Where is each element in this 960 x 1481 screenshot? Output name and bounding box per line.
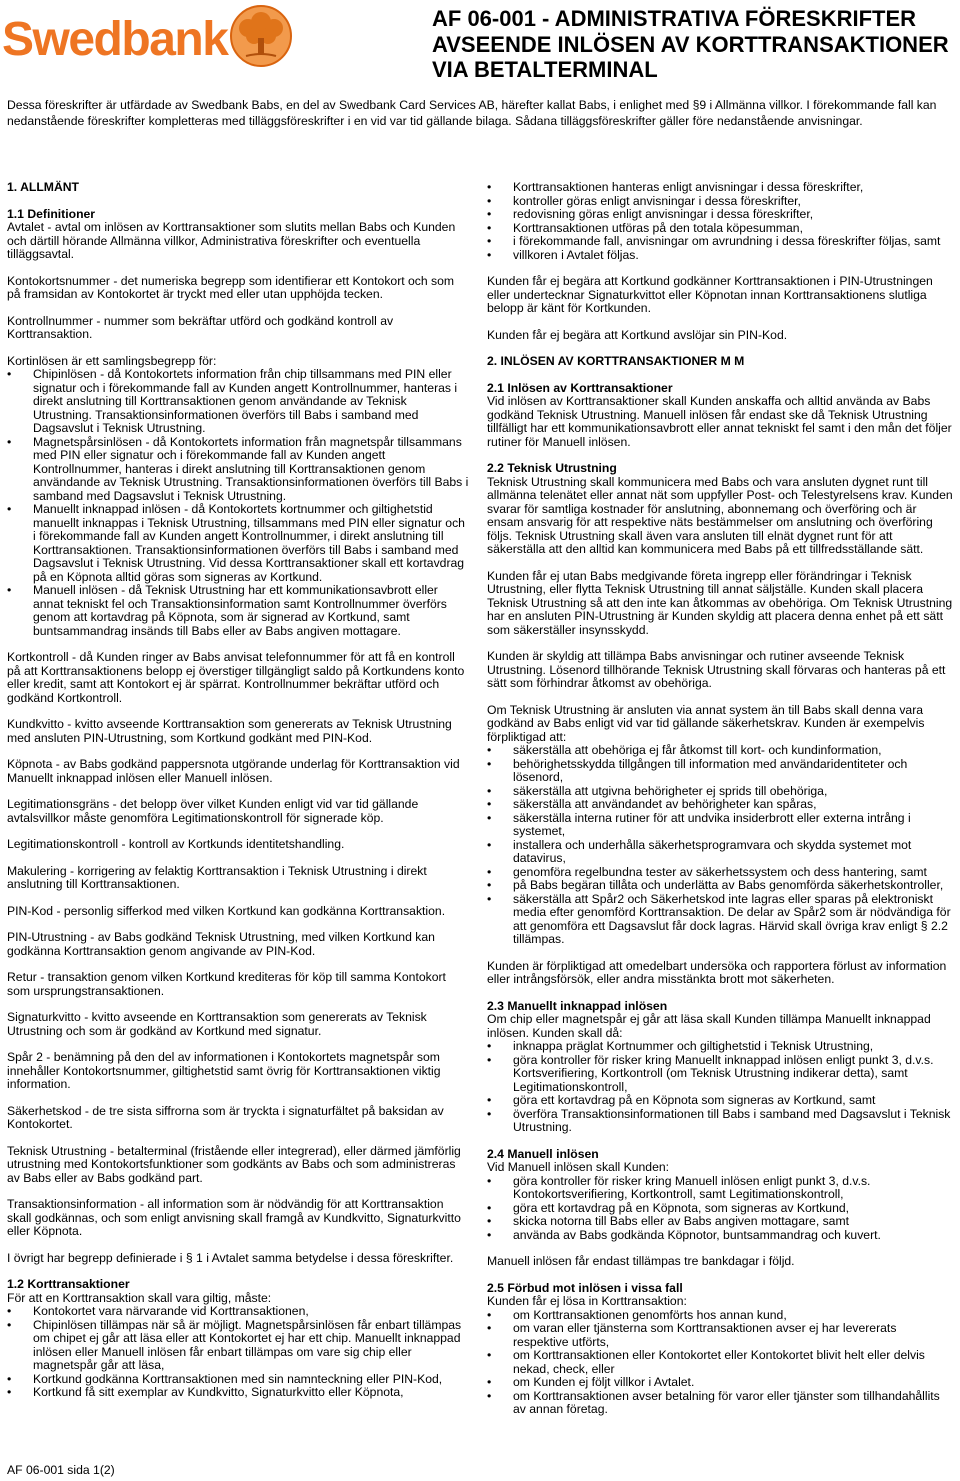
list-item: • göra kontroller för risker kring Manuell inlösen enligt punkt 3, d.v.s. Kontokortsverifiering, Kortkontroll, samt Legitimationskontroll, <box>487 1175 953 1202</box>
document-title <box>432 6 952 83</box>
list-item: • installera och underhålla säkerhetsprogramvara och skydda systemet mot datavirus, <box>487 839 953 866</box>
definition-kopnota: Köpnota - av Babs godkänd pappersnota utgörande underlag för Korttransaktion vid Manuellt inknappad inlösen eller Manuell inlösen. <box>7 757 460 785</box>
definition-transaktionsinformation: Transaktionsinformation - all information som är nödvändig för att Korttransaktion skall godkännas, och som enligt anvisning skall framgå av Kundkvitto, Signaturkvitto eller Köpnota. <box>7 1197 461 1238</box>
section-2-3-heading: 2.3 Manuellt inknappad inlösen <box>487 998 668 1013</box>
section-1-heading: 1. ALLMÄNT <box>7 180 79 194</box>
section-2-5-intro: Kunden får ej lösa in Korttransaktion: <box>487 1294 687 1308</box>
section-1-2-heading: 1.2 Korttransaktioner <box>7 1277 130 1291</box>
intro-paragraph <box>7 98 952 129</box>
title-line-2: AVSEENDE INLÖSEN AV KORTTRANSAKTIONER <box>432 31 949 57</box>
list-item: • inknappa präglat Kortnummer och giltighetstid i Teknisk Utrustning, <box>487 1040 953 1054</box>
definition-pinkod: PIN-Kod - personlig sifferkod med vilken Kortkund kan godkänna Korttransaktion. <box>7 903 446 918</box>
list-item: • säkerställa att utgivna behörigheter ej sprids till obehöriga, <box>487 785 953 799</box>
list-item: • i förekommande fall, anvisningar om avrundning i dessa föreskrifter följas, samt <box>487 235 953 249</box>
list-item: • överföra Transaktionsinformationen till Babs i samband med Dagsavslut i Teknisk Utrustning. <box>487 1108 953 1135</box>
list-item: • på Babs begäran tillåta och underlätta av Babs genomförda säkerhetskontroller, <box>487 879 953 893</box>
section-2-5-heading: 2.5 Förbud mot inlösen i vissa fall <box>487 1280 683 1295</box>
section-2-4-intro: Vid Manuell inlösen skall Kunden: <box>487 1160 670 1174</box>
list-item: • behörighetsskydda tillgången till information med användaridentiteter och lösenord, <box>487 758 953 785</box>
list-item: • Magnetspårsinlösen - då Kontokortets information från magnetspår tillsammans med PIN eller signatur och i förekommande fall av Kunden angett Kontrollnummer, hanteras i direkt anslutning till Korttransaktionen genom användande av Teknisk Utrustning. Transaktionsinformationen överförs till Babs i samband med Dagsavslut i Teknisk Utrustning. <box>7 436 469 504</box>
definition-teknisk-utrustning: Teknisk Utrustning - betalterminal (fristående eller integrerad), eller därmed jämförlig utrustning med Kontokortsfunktioner som godkänts av Babs och som administreras av Babs eller av Babs godkänd part. <box>7 1143 461 1185</box>
korttransaktioner-list <box>7 1305 469 1400</box>
section-1-1-heading: 1.1 Definitioner <box>7 206 96 221</box>
list-item: • om Korttransaktionen genomförts hos annan kund, <box>487 1309 953 1323</box>
section-2-1-text: Vid inlösen av Korttransaktioner skall Kunden anskaffa och alltid använda av Babs godkänd Teknisk Utrustning. Manuell inlösen får endast ske då Teknisk Utrustning tillfälligt har ett kommunikationsavbrott eller annat tekniskt fel samt i den mån det följer rutiner för Manuell inlösen. <box>487 394 952 449</box>
definition-makulering: Makulering - korrigering av felaktig Korttransaktion i Teknisk Utrustning i direkt anslutning till Korttransaktionen. <box>7 863 427 891</box>
list-item: • skicka notorna till Babs eller av Babs angiven mottagare, samt <box>487 1215 953 1229</box>
manual-inlosen-list <box>487 1175 953 1243</box>
requirements-list <box>487 181 953 262</box>
section-2-2-paragraph-2: Kunden får ej utan Babs medgivande företa ingrepp eller förändringar i Teknisk Utrustning, eller flytta Teknisk Utrustning till annat säljställe. Kunden skall placera Teknisk Utrustning så att den inte kan åtkommas av obehöriga. Om Teknisk Utrustning har en ansluten PIN-Utrustning är Kunden skyldig att placera denna enhet på ett sätt som säkerställer insynsskydd. <box>487 568 953 637</box>
list-item: • Kortkund få sitt exemplar av Kundkvitto, Signaturkvitto eller Köpnota, <box>7 1386 469 1400</box>
section-2-4-heading: 2.4 Manuell inlösen <box>487 1146 599 1161</box>
left-column <box>7 181 469 1413</box>
list-item: • om varan eller tjänsterna som Korttransaktionen avser ej har levererats respektive utförts, <box>487 1322 953 1349</box>
list-item: • använda av Babs godkända Köpnotor, buntsammandrag och kuvert. <box>487 1229 953 1243</box>
section-2-2-paragraph-4: Om Teknisk Utrustning är ansluten via annat system än till Babs skall denna vara godkänd av Babs enligt vid var tid gällande säkerhetskrav. Kunden är exempelvis förpliktigad att: <box>487 702 925 744</box>
kortinlosen-list <box>7 368 469 638</box>
title-line-3: VIA BETALTERMINAL <box>432 57 658 82</box>
kortinlosen-intro: Kortinlösen är ett samlingsbegrepp för: <box>7 353 217 368</box>
definition-avtalet: Avtalet - avtal om inlösen av Korttransaktioner som slutits mellan Babs och Kunden och därtill hörande Allmänna villkor, Administrativa föreskrifter och eventuella tilläggsavtal. <box>7 220 456 261</box>
section-2-4-paragraph: Manuell inlösen får endast tillämpas tre bankdagar i följd. <box>487 1254 795 1268</box>
definition-spar2: Spår 2 - benämning på den del av informationen i Kontokortets magnetspår som innehåller Kontokortsnummer, giltighetstid samt övrig för Korttransaktionen viktig information. <box>7 1050 441 1091</box>
definition-retur: Retur - transaktion genom vilken Kortkund krediteras för köp till samma Kontokort som ursprungstransaktionen. <box>7 970 446 998</box>
security-requirements-list <box>487 744 953 947</box>
definition-kundkvitto: Kundkvitto - kvitto avseende Korttransaktion som genererats av Teknisk Utrustning med ansluten PIN-Utrustning, som Kortkund godkänt med PIN-Kod. <box>7 717 452 745</box>
section-2-heading: 2. INLÖSEN AV KORTTRANSAKTIONER M M <box>487 354 745 368</box>
definition-kontokortsnummer: Kontokortsnummer - det numeriska begrepp som identifierar ett Kontokort och som på framsidan av Kontokortet är tryckt med eller utan upphöjda tecken. <box>7 273 455 301</box>
definition-sakerhetskod: Säkerhetskod - de tre sista siffrorna som är tryckta i signaturfältet på baksidan av Kontokortet. <box>7 1103 444 1131</box>
list-item: • Korttransaktionen hanteras enligt anvisningar i dessa föreskrifter, <box>487 181 953 195</box>
list-item: • göra ett kortavdrag på en Köpnota som signeras av Kortkund, samt <box>487 1094 953 1108</box>
page-footer: AF 06-001 sida 1(2) <box>7 1463 115 1477</box>
definition-legitimationskontroll: Legitimationskontroll - kontroll av Kortkunds identitetshandling. <box>7 837 345 851</box>
list-item: • Manuellt inknappad inlösen - då Kontokortets kortnummer och giltighetstid manuellt inknappas i Teknisk Utrustning, tillsammans med PIN eller signatur och i förekommande fall av Kunden angett Kontrollnummer, i direkt anslutning till Korttransaktionen. Transaktionsinformationen överförs till Babs i samband med Dagsavslut i Teknisk Utrustning. Vid dessa Korttransaktioner skall ett kortavdrag på en Köpnota alltid göras som signeras av Kortkund. <box>7 503 469 584</box>
definition-ovrigt: I övrigt har begrepp definierade i § 1 i Avtalet samma betydelse i dessa föreskrifter. <box>7 1250 454 1265</box>
list-item: • kontroller göras enligt anvisningar i dessa föreskrifter, <box>487 195 953 209</box>
list-item: • villkoren i Avtalet följas. <box>487 249 953 263</box>
list-item: • genomföra regelbundna tester av säkerhetssystem och dess hantering, samt <box>487 866 953 880</box>
logo-wordmark: Swedbank <box>2 13 228 66</box>
section-2-2-heading: 2.2 Teknisk Utrustning <box>487 461 617 475</box>
swedbank-logo <box>2 8 228 66</box>
list-item: • om Kunden ej följt villkor i Avtalet. <box>487 1376 953 1390</box>
list-item: • göra ett kortavdrag på en Köpnota, som signeras av Kortkund, <box>487 1202 953 1216</box>
list-item: • säkerställa interna rutiner för att undvika insiderbrott eller externa intrång i systemet, <box>487 812 953 839</box>
definition-kontrollnummer: Kontrollnummer - nummer som bekräftar utförd och godkänd kontroll av Korttransaktion. <box>7 313 394 341</box>
paragraph-pin-utrustning: Kunden får ej begära att Kortkund godkänner Korttransaktionen i PIN-Utrustningen eller undertecknar Signaturkvittot eller Köpnotan innan Korttransaktionens slutliga belopp är känt för Kortkunden. <box>487 274 933 315</box>
title-line-1: AF 06-001 - ADMINISTRATIVA FÖRESKRIFTER <box>432 6 917 31</box>
list-item: • göra kontroller för risker kring Manuellt inknappad inlösen enligt punkt 3, d.v.s. Kortsverifiering, Kortkontroll (om Teknisk Utrustning indikerar detta), samt Legitimationskontroll, <box>487 1054 953 1095</box>
list-item: • Manuell inlösen - då Teknisk Utrustning har ett kommunikationsavbrott eller annat tekniskt fel och Transaktionsinformation samt Kontrollnummer överförs genom att kortavdrag på Köpnota, som är signerad av Kortkund, samt buntsammandrag insänds till Babs eller av Babs angiven mottagare. <box>7 584 469 638</box>
list-item: • säkerställa att Spår2 och Säkerhetskod inte lagras eller sparas på elektroniskt media efter genomförd Korttransaktion. De delar av Spår2 som är nödvändiga för att genomföra ett Dagsavslut får dock lagras. Härvid skall övriga krav enligt § 2.2 tillämpas. <box>487 893 953 947</box>
oak-tree-icon <box>226 4 296 68</box>
definition-kortkontroll: Kortkontroll - då Kunden ringer av Babs anvisat telefonnummer för att få en kontroll på att Korttransaktionens belopp ej överstiger tillgängligt saldo på Kortkundens konto eller kredit, samt att Kontokort ej är spärrat. Kontrollnummer bekräftar utförd och godkänd Kortkontroll. <box>7 650 465 705</box>
list-item: • om Korttransaktionen eller Kontokortet eller Kontokortet blivit helt eller delvis nekad, check, eller <box>487 1349 953 1376</box>
right-column <box>487 181 953 1430</box>
prohibition-list <box>487 1309 953 1417</box>
list-item: • Chipinlösen tillämpas när så är möjligt. Magnetspårsinlösen får enbart tillämpas om chipet ej går att läsa eller att Kontokortet ej har ett chip. Manuellt inknappad inlösen eller Manuell inlösen får enbart tillämpas om vare sig chip eller magnetspår går att läsa, <box>7 1319 469 1373</box>
list-item: • Kontokortet vara närvarande vid Korttransaktionen, <box>7 1305 469 1319</box>
section-2-2-paragraph-3: Kunden är skyldig att tillämpa Babs anvisningar och rutiner avseende Teknisk Utrustning. Lösenord tillhörande Teknisk Utrustning skall förvaras och hanteras på ett sätt som förhindrar åtkomst av obehöriga. <box>487 649 946 690</box>
paragraph-pinkod: Kunden får ej begära att Kortkund avslöjar sin PIN-Kod. <box>487 327 788 342</box>
section-1-2-intro: För att en Korttransaktion skall vara giltig, måste: <box>7 1290 272 1305</box>
list-item: • Korttransaktionen utföras på den totala köpesumman, <box>487 222 953 236</box>
list-item: • Kortkund godkänna Korttransaktionen med sin namnteckning eller PIN-Kod, <box>7 1373 469 1387</box>
list-item: • Chipinlösen - då Kontokortets information från chip tillsammans med PIN eller signatur och i förekommande fall av Kunden angett Kontrollnummer, hanteras i direkt anslutning till Korttransaktionen genom användande av Teknisk Utrustning. Transaktionsinformationen överförs till Babs i samband med Dagsavslut i Teknisk Utrustning. <box>7 368 469 436</box>
definition-signaturkvitto: Signaturkvitto - kvitto avseende en Korttransaktion som genererats av Teknisk Utrustning och som är godkänd av Kortkund med signatur. <box>7 1010 427 1038</box>
section-2-1-heading: 2.1 Inlösen av Korttransaktioner <box>487 380 673 395</box>
section-2-2-text: Teknisk Utrustning skall kommunicera med Babs och vara ansluten dygnet runt till allmänna telenätet eller annat nät som uppfyller Post- och Telestyrelsens krav. Kunden svarar för samtliga kostnader för anslutning, abonnemang och överföring och är ensam ansvarig för att respektive näts bestämmelser om anslutning och överföring följs. Teknisk Utrustning skall även vara ansluten till elnät dygnet runt för att säkerställa att den alltid kan kommunicera med Babs på ett tillfredsställande sätt. <box>487 474 953 556</box>
list-item: • säkerställa att användandet av behörigheter kan spåras, <box>487 798 953 812</box>
intro-text: Dessa föreskrifter är utfärdade av Swedbank Babs, en del av Swedbank Card Services AB, härefter kallat Babs, i enlighet med §9 i Allmänna villkor. I förekommande fall kan nedanstående föreskrifter kompletteras med tilläggsföreskrifter i en vid var tid gällande bilaga. Sådana tilläggsföreskrifter gäller före nedanstående anvisningar. <box>7 98 937 128</box>
list-item: • om Korttransaktionen avser betalning för varor eller tjänster som tillhandahållits av annan företag. <box>487 1390 953 1417</box>
list-item: • redovisning göras enligt anvisningar i dessa föreskrifter, <box>487 208 953 222</box>
definition-pinutrustning: PIN-Utrustning - av Babs godkänd Teknisk Utrustning, med vilken Kortkund kan godkänna Korttransaktion genom angivande av PIN-Kod. <box>7 930 435 958</box>
section-2-2-paragraph-5: Kunden är förpliktigad att omedelbart undersöka och rapportera förlust av information eller intrångsförsök, eller andra misstänkta brott mot säkerheten. <box>487 958 947 986</box>
manual-keyed-list <box>487 1040 953 1135</box>
list-item: • säkerställa att obehöriga ej får åtkomst till kort- och kundinformation, <box>487 744 953 758</box>
section-2-3-intro: Om chip eller magnetspår ej går att läsa skall Kunden tillämpa Manuellt inknappad inlösen. Kunden skall då: <box>487 1012 931 1040</box>
definition-legitimationsgrans: Legitimationsgräns - det belopp över vilket Kunden enligt vid var tid gällande avtalsvillkor måste genomföra Legitimationskontroll för signerade köp. <box>7 797 419 825</box>
